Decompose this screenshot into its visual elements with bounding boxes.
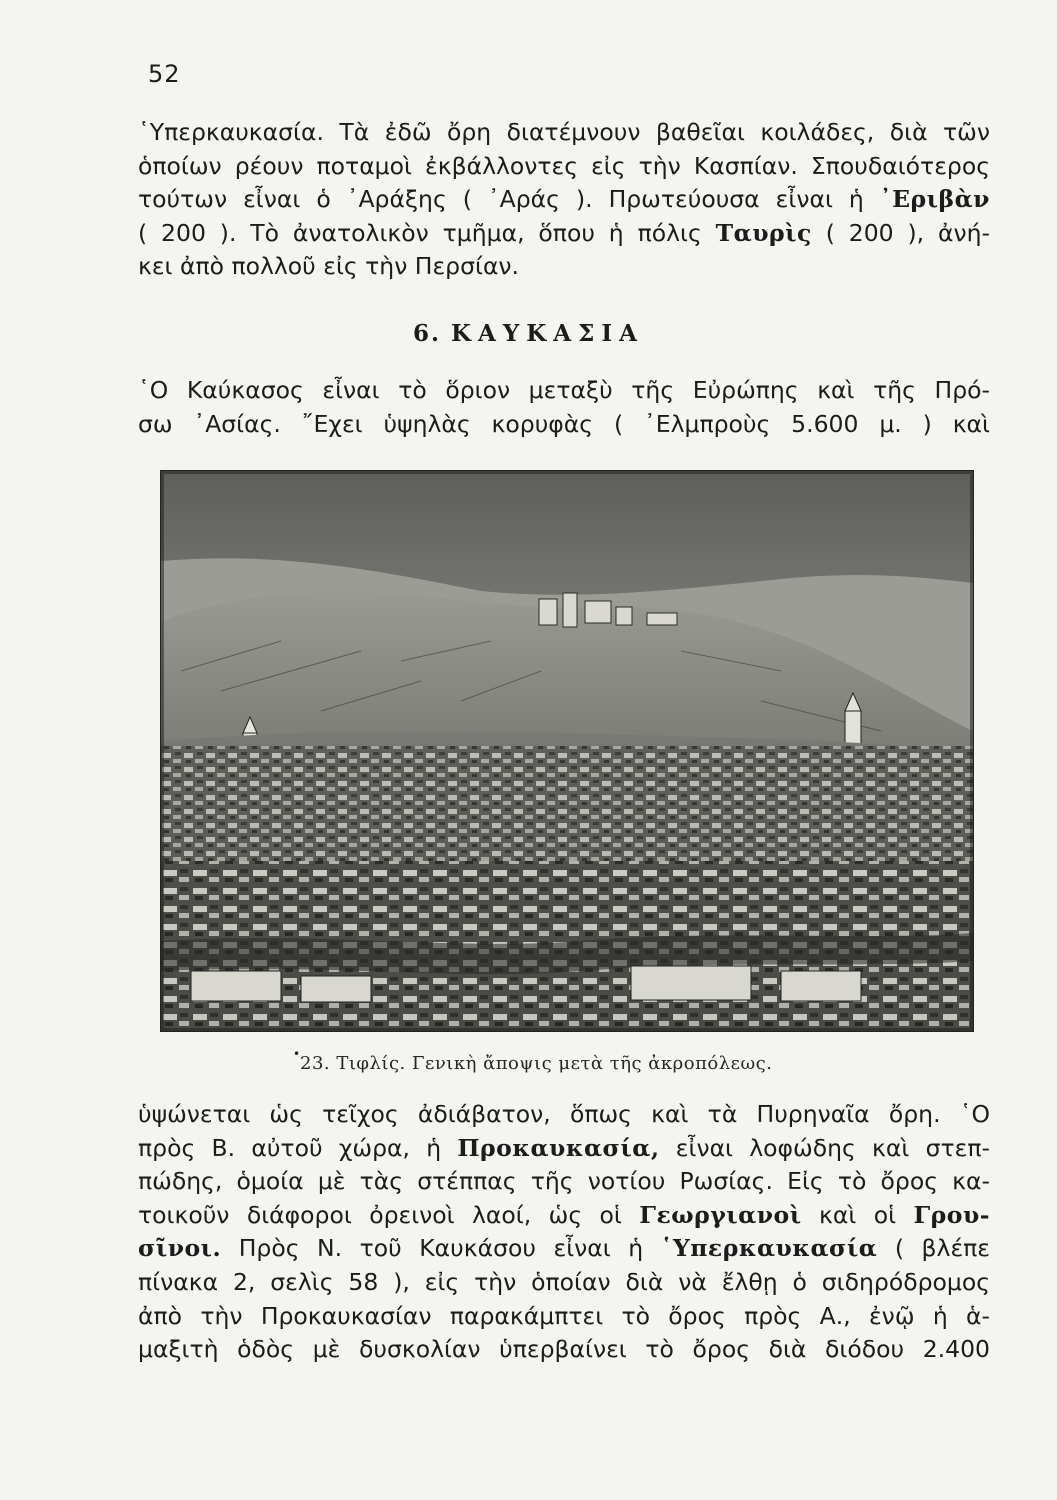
text-line: κει ἀπὸ πολλοῦ εἰς τὴν Περσίαν. xyxy=(138,252,520,281)
place-name-tauris: Ταυρὶς xyxy=(715,218,812,247)
caption-bullet: • xyxy=(293,1047,301,1061)
text-run: καὶ οἱ xyxy=(801,1200,914,1229)
bottom-paragraph xyxy=(138,1098,990,1367)
photograph-illustration xyxy=(161,471,973,1031)
text-line: ῾Υπερκαυκασία. Τὰ ἐδῶ ὄρη διατέμνουν βαθεῖαι κοιλάδες, διὰ τῶν xyxy=(138,118,990,146)
section-title: ΚΑΥΚΑΣΙΑ xyxy=(451,320,644,347)
text-line: ῾Ο Καύκασος εἶναι τὸ ὅριον μεταξὺ τῆς Εὐρώπης καὶ τῆς Πρό- xyxy=(138,376,990,404)
figure-caption: 23. Τιφλίς. Γενικὴ ἄποψις μετὰ τῆς ἀκροπόλεως. xyxy=(300,1053,773,1074)
term-georgians: Γεωργιανοὶ xyxy=(639,1200,802,1229)
page-number: 52 xyxy=(148,60,181,88)
text-line: σω ᾿Ασίας. ῎Εχει ὑψηλὰς κορυφὰς ( ᾿Ελμπροὺς 5.600 μ. ) καὶ xyxy=(138,409,990,438)
section-number: 6. xyxy=(413,320,442,347)
term-grousinoi-part1: Γρου- xyxy=(913,1200,990,1229)
text-line: ὑψώνεται ὡς τεῖχος ἀδιάβατον, ὅπως καὶ τὰ Πυρηναῖα ὄρη. ῾Ο xyxy=(138,1100,990,1128)
text-line xyxy=(138,1132,990,1166)
text-run: πρὸς Β. αὐτοῦ χώρα, ἡ xyxy=(138,1133,458,1162)
tiflis-photograph xyxy=(160,470,974,1032)
text-run: ( 200 ). Τὸ ἀνατολικὸν τμῆμα, ὅπου ἡ πόλις xyxy=(138,218,716,247)
text-line: πώδης, ὁμοία μὲ τὰς στέππας τῆς νοτίου Ρωσίας. Εἰς τὸ ὄρος κα- xyxy=(138,1167,990,1196)
text-run: ( 200 ), ἀνή- xyxy=(811,218,990,247)
text-line xyxy=(138,1232,990,1266)
text-run: ( βλέπε xyxy=(877,1234,990,1263)
text-run: εἶναι λοφώδης καὶ στεπ- xyxy=(659,1133,990,1162)
text-line xyxy=(138,183,990,217)
text-line: πίνακα 2, σελὶς 58 ), εἰς τὴν ὁποίαν διὰ νὰ ἔλθῃ ὁ σιδηρόδρομος xyxy=(138,1267,990,1296)
place-name-erivan: ᾿Εριβὰν xyxy=(879,185,990,214)
section-heading xyxy=(0,320,1057,347)
term-hyperkaukasia: ῾Υπερκαυκασία xyxy=(660,1234,878,1263)
middle-paragraph xyxy=(138,374,990,441)
text-line: μαξιτὴ ὁδὸς μὲ δυσκολίαν ὑπερβαίνει τὸ ὄρος διὰ διόδου 2.400 xyxy=(138,1335,990,1364)
text-run: τούτων εἶναι ὁ ᾿Αράξης ( ᾿Αράς ). Πρωτεύουσα εἶναι ἡ xyxy=(138,185,880,214)
top-paragraph xyxy=(138,116,990,284)
text-line xyxy=(138,1199,990,1233)
text-run: τοικοῦν διάφοροι ὀρεινοὶ λαοί, ὡς οἱ xyxy=(138,1200,640,1229)
text-line: ἀπὸ τὴν Προκαυκασίαν παρακάμπτει τὸ ὄρος πρὸς Α., ἐνῷ ἡ ἁ- xyxy=(138,1301,990,1330)
term-grousinoi-part2: σῖνοι. xyxy=(138,1234,222,1263)
text-run: Πρὸς Ν. τοῦ Καυκάσου εἶναι ἡ xyxy=(221,1234,661,1263)
term-prokaukasia: Προκαυκασία, xyxy=(457,1133,660,1162)
text-line: ὁποίων ρέουν ποταμοὶ ἐκβάλλοντες εἰς τὴν Κασπίαν. Σπουδαιότερος xyxy=(138,151,990,180)
text-line xyxy=(138,217,990,251)
